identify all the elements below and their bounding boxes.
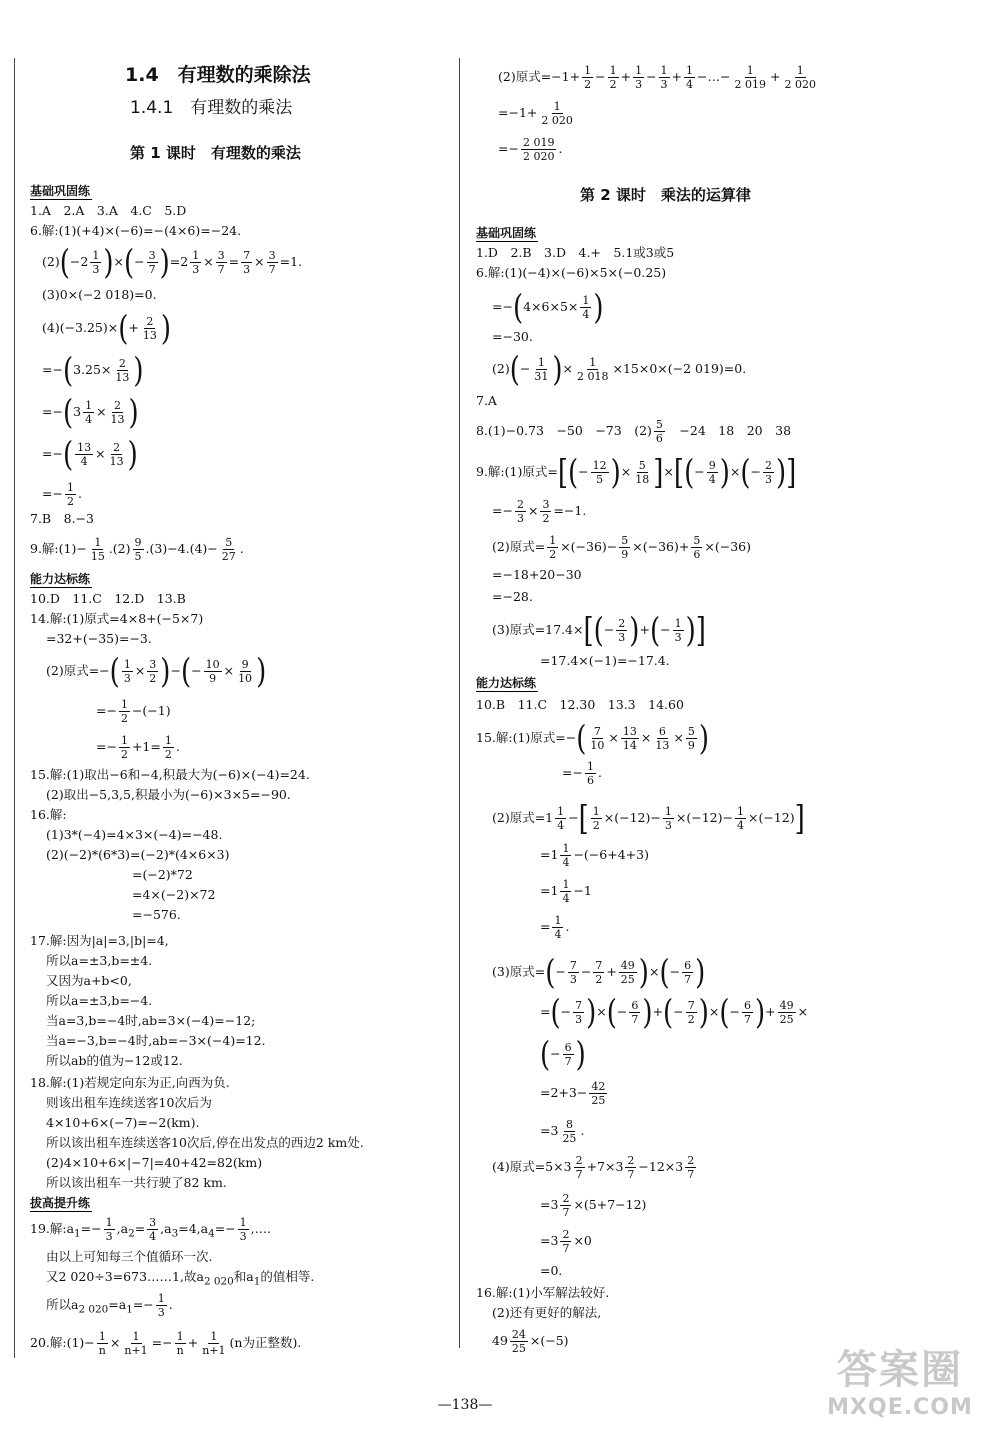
- answer-line: 17.解:因为|a|=3,|b|=4,: [30, 933, 169, 948]
- answer-line: 所以a=±3,b=±4.: [46, 953, 153, 968]
- math-line: 19.解$:a_1=-$ $\frac{1}{3}$ $,a_2=$ $\frac{3}{4}$ $,a_3=4,a_4=-$ $\frac{1}{3}$ ,….: [30, 1216, 272, 1243]
- answer-line: 1.A 2.A 3.A 4.C 5.D: [30, 203, 187, 218]
- answer-line: (2)还有更好的解法,: [492, 1305, 602, 1320]
- answer-line: (3)0×(−2 018)=0.: [42, 287, 157, 302]
- watermark-main: 答案圈: [837, 1347, 963, 1393]
- section-title: 1.4 有理数的乘除法: [125, 64, 311, 86]
- math-line: 9.解:(1)原式=[(− $\frac{12}{5}$ )× $\frac{5}{18}$ ]×[(− $\frac{9}{4}$ )×(− $\frac{2}{3}$ )]: [476, 453, 797, 492]
- lesson-title: 第 1 课时 有理数的乘法: [130, 144, 301, 162]
- watermark-logo: [810, 1345, 990, 1421]
- math-line: 又2 020÷3=673……1,故$a_{2 020}$和$a_1$的值相等.: [46, 1269, 315, 1288]
- math-line: =1 $\frac{1}{4}$ −(−6+4+3): [540, 842, 649, 869]
- answer-line: 当a=−3,b=−4时,ab=−3×(−4)=12.: [46, 1033, 266, 1048]
- answer-line: 由以上可知每三个值循环一次.: [46, 1249, 213, 1264]
- answer-line: =4×(−2)×72: [132, 887, 216, 902]
- section-advance: 拔高提升练: [30, 1196, 91, 1210]
- answer-line: 则该出租车连续送客10次后为: [46, 1095, 212, 1110]
- math-line: (4)(−3.25)×(+ $\frac{2}{13}$ ): [42, 309, 172, 348]
- section-ability: 能力达标练: [30, 572, 91, 586]
- answer-line: 所以a=±3,b=−4.: [46, 993, 153, 1008]
- answer-line: =−30.: [492, 329, 533, 344]
- page-number: —138—: [437, 1397, 493, 1413]
- subsection-title: 1.4.1 有理数的乘法: [130, 98, 293, 118]
- math-line: =− $\frac{1}{2}$ −(−1): [96, 698, 171, 725]
- answer-line: 14.解:(1)原式=4×8+(−5×7): [30, 611, 204, 626]
- section-ability: 能力达标练: [476, 676, 537, 690]
- watermark-site: MXQE.COM: [827, 1395, 973, 1420]
- math-line: (2)原式=1 $\frac{1}{4}$ −[ $\frac{1}{2}$ ×(−12)− $\frac{1}{3}$ ×(−12)− $\frac{1}{4}$ ×(−12)]: [492, 799, 805, 838]
- answer-line: =−576.: [132, 907, 181, 922]
- answer-line: =(−2)*72: [132, 867, 193, 882]
- answer-line: 所以该出租车连续送客10次后,停在出发点的西边2 km处.: [46, 1135, 364, 1150]
- answer-line: =0.: [540, 1263, 563, 1278]
- math-line: (2)原式=−1+ $\frac{1}{2}$ − $\frac{1}{2}$ + $\frac{1}{3}$ − $\frac{1}{3}$ + $\frac{1}{4}$ −…− $\frac{1}{2 019}$ + $\frac{1}{2 020}$: [498, 64, 816, 91]
- math-line: 8.(1)−0.73 −50 −73 (2) $\frac{5}{6}$ −24 18 20 38: [476, 418, 792, 445]
- math-line: =− $\frac{1}{2}$ .: [42, 481, 82, 508]
- math-line: 20.解:(1)− $\frac{1}{n}$ × $\frac{1}{n+1}$ =− $\frac{1}{n}$ + $\frac{1}{n+1}$ (n为正整数).: [30, 1330, 302, 1357]
- math-line: =− $\frac{2}{3}$ × $\frac{3}{2}$ =−1.: [492, 498, 587, 525]
- math-line: = $\frac{1}{4}$ .: [540, 914, 570, 941]
- lesson-title: 第 2 课时 乘法的运算律: [580, 186, 751, 204]
- answer-line: (2)(−2)*(6*3)=(−2)*(4×6×3): [46, 847, 230, 862]
- answer-line: 7.A: [476, 393, 497, 408]
- math-line: (2)原式=−( $\frac{1}{3}$ × $\frac{3}{2}$ )−(− $\frac{10}{9}$ × $\frac{9}{10}$ ): [46, 652, 267, 691]
- math-line: (3)原式=(− $\frac{7}{3}$ − $\frac{7}{2}$ + $\frac{49}{25}$ )×(− $\frac{6}{7}$ ): [492, 953, 706, 992]
- section-basic: 基础巩固练: [30, 184, 91, 198]
- answer-line: 18.解:(1)若规定向东为正,向西为负.: [30, 1075, 230, 1090]
- answer-line: 10.B 11.C 12.30 13.3 14.60: [476, 697, 684, 712]
- answer-line: (2)取出−5,3,5,积最小为(−6)×3×5=−90.: [46, 787, 291, 802]
- answer-line: 4×10+6×(−7)=−2(km).: [46, 1115, 200, 1130]
- answer-line: 6.解:(1)(−4)×(−6)×5×(−0.25): [476, 265, 667, 280]
- math-line: =−(4×6×5× $\frac{1}{4}$ ): [492, 288, 604, 327]
- math-line: =3 $\frac{8}{25}$ .: [540, 1118, 585, 1145]
- answer-line: =17.4×(−1)=−17.4.: [540, 653, 670, 668]
- answer-line: 10.D 11.C 12.D 13.B: [30, 591, 186, 606]
- answer-line: (2)4×10+6×|−7|=40+42=82(km): [46, 1155, 263, 1170]
- math-line: (2)(− $\frac{1}{31}$ )× $\frac{1}{2 018}$ ×15×0×(−2 019)=0.: [492, 350, 747, 389]
- math-line: =− $\frac{1}{2}$ +1= $\frac{1}{2}$ .: [96, 734, 180, 761]
- answer-line: 又因为a+b<0,: [46, 973, 132, 988]
- left-margin-rule: [14, 58, 15, 1358]
- answer-line: 7.B 8.−3: [30, 511, 94, 526]
- math-line: 15.解:(1)原式=−( $\frac{7}{10}$ × $\frac{13}{14}$ × $\frac{6}{13}$ × $\frac{5}{9}$ ): [476, 719, 710, 758]
- answer-line: 15.解:(1)取出−6和−4,积最大为(−6)×(−4)=24.: [30, 767, 310, 782]
- answer-line: 16.解:: [30, 807, 67, 822]
- math-line: =2+3− $\frac{42}{25}$: [540, 1080, 606, 1107]
- math-line: =−( $\frac{13}{4}$ × $\frac{2}{13}$ ): [42, 435, 138, 474]
- math-line: =−(3.25× $\frac{2}{13}$ ): [42, 351, 144, 390]
- math-line: =3 $\frac{2}{7}$ ×0: [540, 1228, 592, 1255]
- answer-line: 所以ab的值为−12或12.: [46, 1053, 183, 1068]
- answer-line: 所以该出租车一共行驶了82 km.: [46, 1175, 227, 1190]
- column-divider: [459, 58, 460, 1348]
- math-line: (− $\frac{6}{7}$ ): [540, 1035, 586, 1074]
- answer-line: 16.解:(1)小军解法较好.: [476, 1285, 610, 1300]
- math-line: =1 $\frac{1}{4}$ −1: [540, 878, 592, 905]
- answer-line: 6.解:(1)(+4)×(−6)=−(4×6)=−24.: [30, 223, 242, 238]
- math-line: (2)原式= $\frac{1}{2}$ ×(−36)− $\frac{5}{9}$ ×(−36)+ $\frac{5}{6}$ ×(−36): [492, 534, 751, 561]
- math-line: =3 $\frac{2}{7}$ ×(5+7−12): [540, 1192, 647, 1219]
- math-line: 49 $\frac{24}{25}$ ×(−5): [492, 1328, 569, 1355]
- math-line: 9.解:(1)− $\frac{1}{15}$ .(2) $\frac{9}{5}$ .(3)−4.(4)− $\frac{5}{27}$ .: [30, 536, 244, 563]
- math-line: =− $\frac{2 019}{2 020}$ .: [498, 136, 563, 163]
- math-line: (3)原式=17.4×[(− $\frac{2}{3}$ )+(− $\frac{1}{3}$ )]: [492, 611, 706, 650]
- answer-line: =−18+20−30: [492, 567, 582, 582]
- math-line: (4)原式=5×3 $\frac{2}{7}$ +7×3 $\frac{2}{7}$ −12×3 $\frac{2}{7}$: [492, 1154, 695, 1181]
- math-line: (2)(−2 $\frac{1}{3}$ )×(− $\frac{3}{7}$ )=2 $\frac{1}{3}$ × $\frac{3}{7}$ = $\frac{7}{3}$ × $\frac{3}{7}$ =1.: [42, 243, 303, 282]
- section-basic: 基础巩固练: [476, 226, 537, 240]
- math-line: =−(3 $\frac{1}{4}$ × $\frac{2}{13}$ ): [42, 393, 139, 432]
- math-line: =− $\frac{1}{6}$ .: [562, 760, 602, 787]
- answer-line: 当a=3,b=−4时,ab=3×(−4)=−12;: [46, 1013, 256, 1028]
- math-line: =−1+ $\frac{1}{2 020}$: [498, 100, 573, 127]
- answer-line: =32+(−35)=−3.: [46, 631, 152, 646]
- answer-line: (1)3*(−4)=4×3×(−4)=−48.: [46, 827, 223, 842]
- answer-line: =−28.: [492, 589, 533, 604]
- math-line: =(− $\frac{7}{3}$ )×(− $\frac{6}{7}$ )+(− $\frac{7}{2}$ )×(− $\frac{6}{7}$ )+ $\frac{49}{25}$ ×: [540, 993, 809, 1032]
- math-line: 所以$a_{2 020}=a_1=-$ $\frac{1}{3}$ .: [46, 1292, 173, 1319]
- answer-line: 1.D 2.B 3.D 4.+ 5.1或3或5: [476, 245, 675, 260]
